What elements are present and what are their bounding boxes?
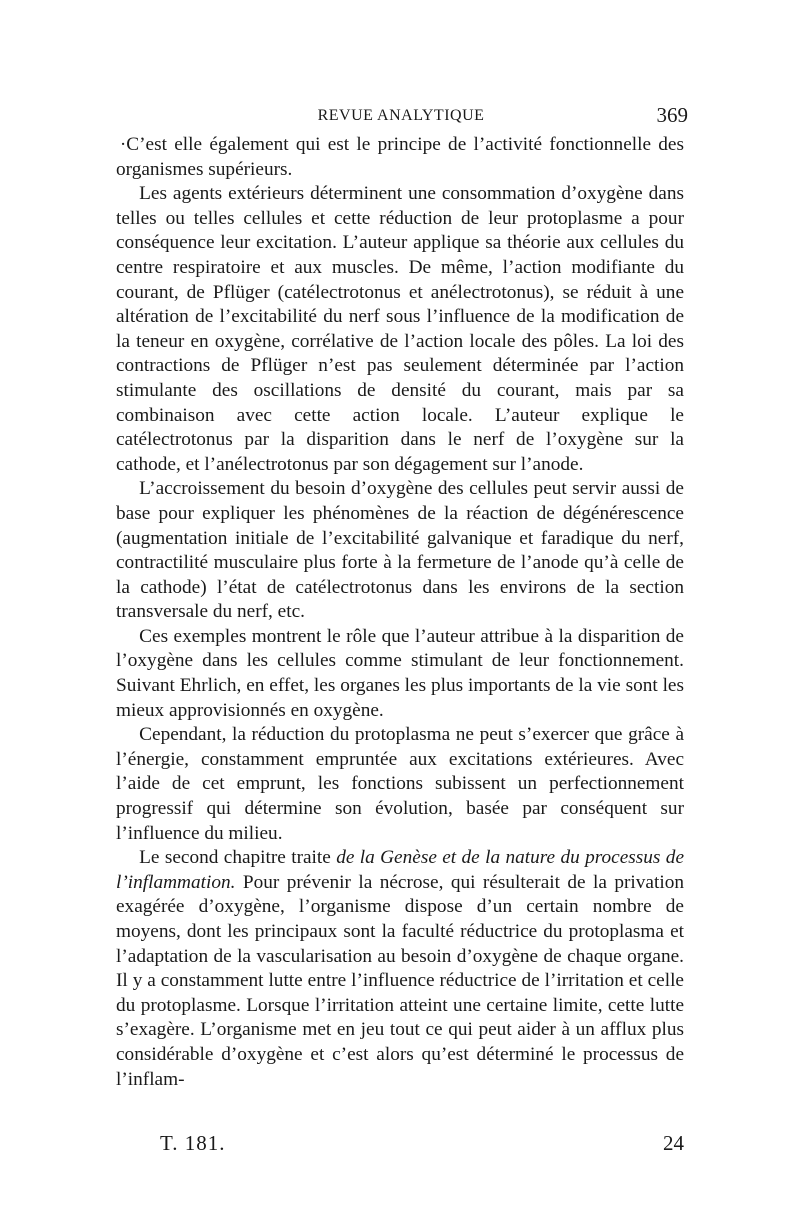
paragraph-5: Cependant, la réduction du protoplasma ne peut s’exercer que grâce à l’énergie, constamment empruntée aux excitations extérieures. Avec l’aide de cet emprunt, les fonctions subissent un perfectionnement progressif qui détermine son évolution, basée par conséquent sur l’influence du milieu. <box>116 724 684 844</box>
paragraph-4: Ces exemples montrent le rôle que l’auteur attribue à la disparition de l’oxygène dans les cellules comme stimulant de leur fonctionnement. Suivant Ehrlich, en effet, les organes les plus importants de la vie sont les mieux approvisionnés en oxygène. <box>116 625 684 721</box>
paragraph-6 <box>116 846 684 1092</box>
paragraph-2: Les agents extérieurs déterminent une consommation d’oxygène dans telles ou telles cellules et cette réduction de leur protoplasme a pour conséquence leur excitation. L’auteur applique sa théorie aux cellules du centre respiratoire et aux muscles. De même, l’action modifiante du courant, de Pflüger (catélectrotonus et anélectrotonus), se réduit à une altération de l’excitabilité du nerf sous l’influence de la modification de la teneur en oxygène, corrélative de l’action locale des pôles. La loi des contractions de Pflüger n’est pas seulement déterminée par l’action stimulante des oscillations de densité du courant, mais par sa combinaison avec cette action locale. L’auteur explique le catélectrotonus par la disparition dans le nerf de l’oxygène sur la cathode, et l’anélectrotonus par son dégagement sur l’anode. <box>116 183 684 475</box>
paragraph-3: L’accroissement du besoin d’oxygène des cellules peut servir aussi de base pour expliquer les phénomènes de la réaction de dégénérescence (augmentation initiale de l’excitabilité galvanique et faradique du nerf, contractilité musculaire plus forte à la fermeture de l’anode qu’à celle de la cathode) l’état de catélectrotonus dans les environs de la section transversale du nerf, etc. <box>116 478 684 623</box>
page-footer <box>118 1131 684 1159</box>
running-title: REVUE ANALYTIQUE <box>317 107 485 124</box>
chapter-title-italic: de la Genèse et de la nature du processus de l’inflammation. <box>116 847 684 893</box>
page-number: 369 <box>656 103 688 127</box>
paragraph-6-lead: Le second chapitre traite <box>139 847 337 869</box>
body-text <box>116 133 684 1092</box>
running-header <box>118 103 688 129</box>
paragraph-1: ·C’est elle également qui est le principe de l’activité fonctionnelle des organismes supérieurs. <box>116 134 684 180</box>
paragraph-6-rest: Pour prévenir la nécrose, qui résulterait de la privation exagérée d’oxygène, l’organisme dispose d’un certain nombre de moyens, dont les principaux sont la faculté réductrice du protoplasma et l’adaptation de la vascularisation au besoin d’oxygène de chaque organe. Il y a constamment lutte entre l’influence réductrice de l’irritation et celle du protoplasme. Lorsque l’irritation atteint une certaine limite, cette lutte s’exagère. L’organisme met en jeu tout ce qui peut aider à un afflux plus considérable d’oxygène et c’est alors qu’est déterminé le processus de l’inflam- <box>116 871 684 1090</box>
signature-mark: T. 181. <box>160 1131 226 1155</box>
sheet-number: 24 <box>663 1131 684 1155</box>
